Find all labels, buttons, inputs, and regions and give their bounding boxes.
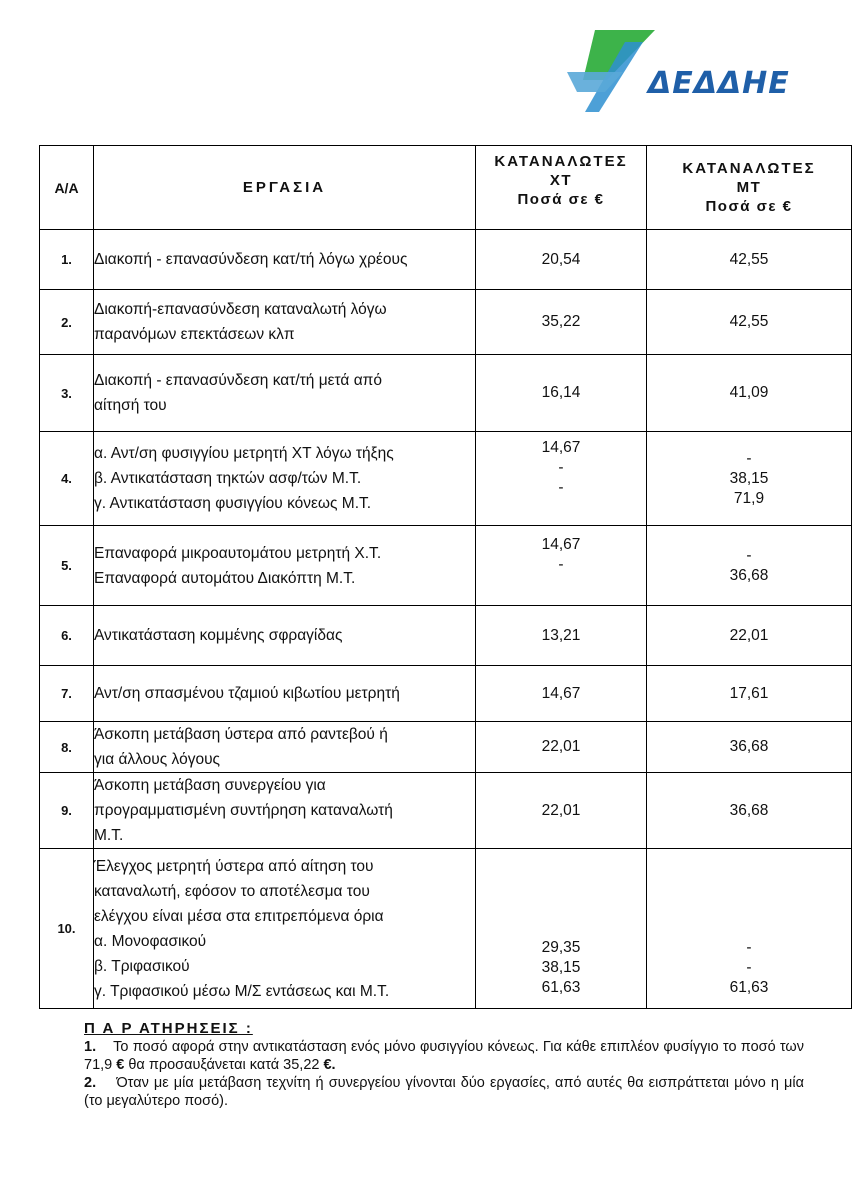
table-row	[40, 849, 852, 1009]
mt-amount: 36,68	[729, 738, 769, 755]
row-description	[94, 722, 476, 773]
header-mt-title: ΚΑΤΑΝΑΛΩΤΕΣ	[682, 160, 816, 177]
header-aa: Α/Α	[40, 146, 94, 230]
description-line: Διακοπή - επανασύνδεση κατ/τή λόγω χρέους	[94, 251, 408, 268]
mt-amount-cell	[647, 432, 852, 526]
mt-amount: 36,68	[729, 566, 769, 584]
xt-amount: 38,15	[541, 958, 581, 976]
description-line: Αντικατάσταση κομμένης σφραγίδας	[94, 627, 343, 644]
description-line: Διακοπή-επανασύνδεση καταναλωτή λόγω	[94, 301, 387, 318]
mt-amount: -	[746, 938, 752, 956]
mt-amount-cell	[647, 290, 852, 355]
table-row	[40, 526, 852, 606]
mt-amount: 38,15	[729, 469, 769, 487]
table-row	[40, 355, 852, 432]
row-description	[94, 849, 476, 1009]
notes-section	[84, 1020, 804, 1110]
row-number: 5.	[40, 526, 94, 606]
row-description	[94, 666, 476, 722]
xt-amount: -	[558, 478, 564, 496]
mt-amount-cell	[647, 355, 852, 432]
mt-amount-cell	[647, 773, 852, 849]
description-line: Επαναφορά αυτομάτου Διακόπτη Μ.Τ.	[94, 569, 356, 587]
xt-amount-cell	[476, 606, 647, 666]
header-mt-unit: Ποσά σε €	[705, 198, 793, 215]
note-2-number: 2.	[84, 1075, 97, 1091]
row-number: 7.	[40, 666, 94, 722]
xt-amount: 22,01	[541, 738, 581, 755]
description-line: β. Αντικατάσταση τηκτών ασφ/τών Μ.Τ.	[94, 470, 362, 487]
table-header-row	[40, 146, 852, 230]
note-1	[84, 1038, 804, 1074]
description-line: παρανόμων επεκτάσεων κλπ	[94, 326, 295, 343]
mt-amount: 71,9	[733, 489, 765, 507]
table-row	[40, 290, 852, 355]
description-line: καταναλωτή, εφόσον το αποτέλεσμα του	[94, 882, 370, 900]
fees-table-body	[40, 230, 852, 1009]
description-line: Άσκοπη μετάβαση συνεργείου για	[94, 777, 326, 794]
mt-amount: -	[746, 449, 752, 467]
row-description	[94, 606, 476, 666]
description-line: Αντ/ση σπασμένου τζαμιού κιβωτίου μετρητή	[94, 685, 400, 702]
note-2	[84, 1074, 804, 1110]
row-number: 4.	[40, 432, 94, 526]
description-line: β. Τριφασικού	[94, 957, 190, 975]
table-row	[40, 606, 852, 666]
description-line: γ. Τριφασικού μέσω Μ/Σ εντάσεως και Μ.Τ.	[94, 982, 390, 1000]
logo-text: ΔΕΔΔΗΕ	[648, 66, 790, 101]
xt-amount-cell	[476, 773, 647, 849]
row-description	[94, 230, 476, 290]
company-logo	[565, 26, 800, 118]
xt-amount: 14,67	[541, 438, 581, 456]
xt-amount: 13,21	[541, 626, 581, 644]
description-line: προγραμματισμένη συντήρηση καταναλωτή	[94, 802, 393, 819]
description-line: αίτησή του	[94, 397, 167, 414]
table-row	[40, 432, 852, 526]
note-1-euro-1: €	[116, 1057, 125, 1073]
xt-amount-cell	[476, 355, 647, 432]
xt-amount: -	[558, 458, 564, 476]
xt-amount-cell	[476, 432, 647, 526]
xt-amount-cell	[476, 666, 647, 722]
table-row	[40, 230, 852, 290]
header-xt-title: ΚΑΤΑΝΑΛΩΤΕΣ	[494, 153, 628, 170]
description-line: Μ.Τ.	[94, 827, 124, 844]
xt-amount-cell	[476, 230, 647, 290]
xt-amount-cell	[476, 849, 647, 1009]
xt-amount: 16,14	[541, 384, 581, 401]
header-mt	[647, 146, 852, 230]
note-1-number: 1.	[84, 1039, 97, 1055]
fees-table	[39, 145, 852, 1009]
description-line: γ. Αντικατάσταση φυσιγγίου κόνεως Μ.Τ.	[94, 495, 372, 512]
description-line: Επαναφορά μικροαυτομάτου μετρητή Χ.Τ.	[94, 544, 382, 562]
header-xt-sub: ΧΤ	[549, 172, 573, 189]
xt-amount-cell	[476, 290, 647, 355]
note-1-euro-2: €.	[323, 1057, 336, 1073]
note-1-text-b: θα προσαυξάνεται κατά 35,22	[124, 1057, 324, 1073]
mt-amount-cell	[647, 666, 852, 722]
row-description	[94, 290, 476, 355]
header-mt-sub: ΜΤ	[736, 179, 762, 196]
mt-amount-cell	[647, 230, 852, 290]
xt-amount: -	[558, 555, 564, 573]
xt-amount: 61,63	[541, 978, 581, 996]
description-line: για άλλους λόγους	[94, 751, 221, 768]
description-line: α. Μονοφασικού	[94, 932, 207, 950]
mt-amount: 22,01	[729, 626, 769, 644]
row-description	[94, 526, 476, 606]
mt-amount: 41,09	[729, 384, 769, 401]
logo-mark-icon	[565, 26, 655, 118]
xt-amount: 14,67	[541, 684, 581, 702]
mt-amount: 36,68	[729, 801, 769, 819]
mt-amount: -	[746, 958, 752, 976]
table-row	[40, 722, 852, 773]
mt-amount-cell	[647, 849, 852, 1009]
row-number: 6.	[40, 606, 94, 666]
row-number: 10.	[40, 849, 94, 1009]
header-ergasia: ΕΡΓΑΣΙΑ	[94, 146, 476, 230]
xt-amount: 20,54	[541, 250, 581, 268]
xt-amount-cell	[476, 526, 647, 606]
xt-amount: 35,22	[541, 313, 581, 330]
row-description	[94, 355, 476, 432]
row-number: 1.	[40, 230, 94, 290]
mt-amount-cell	[647, 606, 852, 666]
row-number: 9.	[40, 773, 94, 849]
mt-amount: 42,55	[729, 313, 769, 330]
mt-amount: 61,63	[729, 978, 769, 996]
note-2-text: Όταν με μία μετάβαση τεχνίτη ή συνεργείου γίνονται δύο εργασίες, από αυτές θα εισπράττεται μόνο η μία (το μεγαλύτερο ποσό).	[84, 1075, 804, 1109]
table-row	[40, 666, 852, 722]
description-line: Άσκοπη μετάβαση ύστερα από ραντεβού ή	[94, 726, 388, 743]
mt-amount: -	[746, 546, 752, 564]
description-line: ελέγχου είναι μέσα στα επιτρεπόμενα όρια	[94, 907, 384, 925]
mt-amount-cell	[647, 526, 852, 606]
description-line: α. Αντ/ση φυσιγγίου μετρητή ΧΤ λόγω τήξης	[94, 445, 394, 462]
description-line: Έλεγχος μετρητή ύστερα από αίτηση του	[94, 857, 374, 875]
table-row	[40, 773, 852, 849]
row-number: 3.	[40, 355, 94, 432]
mt-amount: 42,55	[729, 250, 769, 268]
row-description	[94, 773, 476, 849]
mt-amount: 17,61	[729, 684, 769, 702]
header-xt-unit: Ποσά σε €	[517, 191, 605, 208]
xt-amount: 22,01	[541, 801, 581, 819]
row-number: 2.	[40, 290, 94, 355]
row-description	[94, 432, 476, 526]
description-line: Διακοπή - επανασύνδεση κατ/τή μετά από	[94, 372, 382, 389]
notes-title: Π Α Ρ ΑΤΗΡΗΣΕΙΣ :	[84, 1020, 253, 1037]
header-xt	[476, 146, 647, 230]
xt-amount: 29,35	[541, 938, 581, 956]
row-number: 8.	[40, 722, 94, 773]
xt-amount-cell	[476, 722, 647, 773]
mt-amount-cell	[647, 722, 852, 773]
note-1-text-a: Το ποσό αφορά στην αντικατάσταση ενός μόνο φυσιγγίου κόνεως. Για κάθε επιπλέον φυσίγγιο το ποσό των 71,9	[84, 1039, 805, 1073]
xt-amount: 14,67	[541, 535, 581, 553]
